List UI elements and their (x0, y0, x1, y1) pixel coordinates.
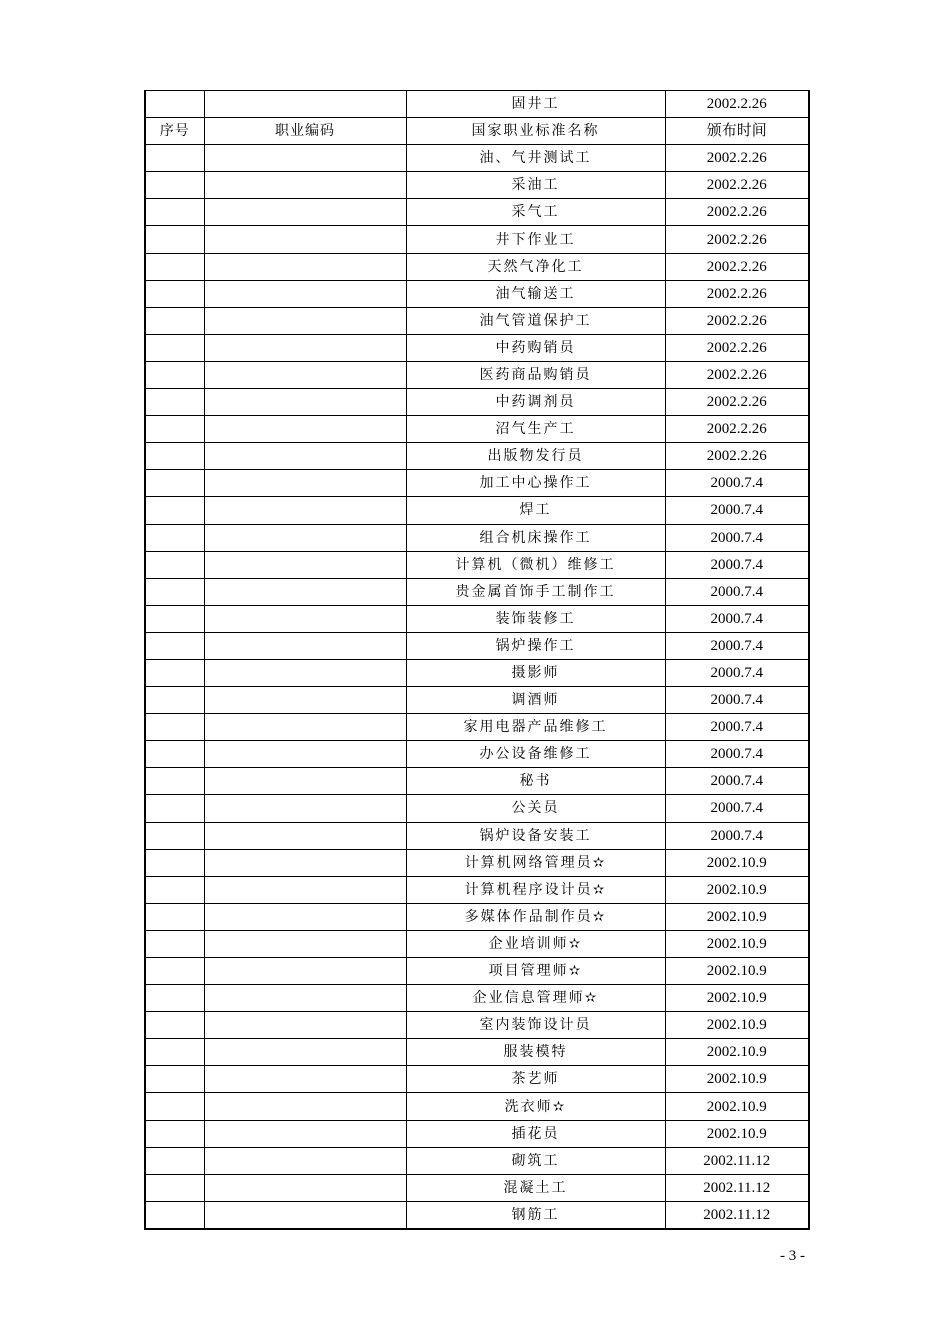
seq-cell (145, 605, 204, 632)
seq-cell (145, 741, 204, 768)
date-cell: 2002.2.26 (665, 307, 809, 334)
date-cell: 2000.7.4 (665, 524, 809, 551)
code-cell (204, 172, 406, 199)
seq-cell (145, 145, 204, 172)
table-row (145, 1093, 809, 1120)
seq-cell (145, 687, 204, 714)
table-row (145, 930, 809, 957)
name-cell: 企业信息管理师✫ (406, 985, 665, 1012)
code-cell (204, 551, 406, 578)
name-cell: 砌筑工 (406, 1147, 665, 1174)
name-cell: 医药商品购销员 (406, 361, 665, 388)
seq-cell (145, 470, 204, 497)
code-cell (204, 307, 406, 334)
code-cell (204, 145, 406, 172)
table-row (145, 389, 809, 416)
code-cell (204, 632, 406, 659)
code-cell (204, 443, 406, 470)
seq-cell (145, 930, 204, 957)
date-cell: 2002.2.26 (665, 280, 809, 307)
seq-cell (145, 524, 204, 551)
code-cell (204, 524, 406, 551)
table-row (145, 416, 809, 443)
table-row (145, 1039, 809, 1066)
table-row (145, 443, 809, 470)
code-cell (204, 985, 406, 1012)
date-cell: 2002.2.26 (665, 361, 809, 388)
code-cell (204, 226, 406, 253)
date-cell: 2002.10.9 (665, 903, 809, 930)
table-header-row (145, 118, 809, 145)
table-row (145, 1066, 809, 1093)
name-cell: 采气工 (406, 199, 665, 226)
seq-cell (145, 1120, 204, 1147)
name-cell: 油气输送工 (406, 280, 665, 307)
name-cell: 油气管道保护工 (406, 307, 665, 334)
date-cell: 2002.10.9 (665, 1012, 809, 1039)
name-cell: 中药调剂员 (406, 389, 665, 416)
seq-cell (145, 578, 204, 605)
seq-cell (145, 1039, 204, 1066)
code-cell (204, 1039, 406, 1066)
seq-cell (145, 551, 204, 578)
code-cell (204, 849, 406, 876)
code-cell (204, 1093, 406, 1120)
date-cell: 2000.7.4 (665, 659, 809, 686)
name-cell: 贵金属首饰手工制作工 (406, 578, 665, 605)
table-row (145, 687, 809, 714)
seq-cell (145, 253, 204, 280)
seq-cell (145, 172, 204, 199)
date-cell: 2002.11.12 (665, 1174, 809, 1201)
code-cell (204, 280, 406, 307)
name-cell: 锅炉操作工 (406, 632, 665, 659)
seq-cell (145, 280, 204, 307)
name-cell: 调酒师 (406, 687, 665, 714)
table-row (145, 741, 809, 768)
code-cell (204, 470, 406, 497)
code-cell (204, 497, 406, 524)
table-body (145, 91, 809, 1229)
date-cell: 2002.10.9 (665, 1120, 809, 1147)
name-cell: 中药购销员 (406, 334, 665, 361)
code-cell (204, 334, 406, 361)
table-row (145, 768, 809, 795)
name-cell: 办公设备维修工 (406, 741, 665, 768)
table-row (145, 795, 809, 822)
seq-cell (145, 1201, 204, 1229)
table-row (145, 91, 809, 118)
name-cell: 茶艺师 (406, 1066, 665, 1093)
code-cell (204, 1066, 406, 1093)
table-row (145, 524, 809, 551)
seq-cell (145, 768, 204, 795)
table-row (145, 903, 809, 930)
code-cell (204, 253, 406, 280)
seq-cell (145, 416, 204, 443)
date-cell: 2000.7.4 (665, 822, 809, 849)
name-cell: 计算机网络管理员✫ (406, 849, 665, 876)
table-row (145, 361, 809, 388)
table-row (145, 605, 809, 632)
seq-cell (145, 795, 204, 822)
date-cell: 2002.10.9 (665, 1066, 809, 1093)
date-cell: 2002.2.26 (665, 334, 809, 361)
table-row (145, 470, 809, 497)
date-cell: 2002.2.26 (665, 226, 809, 253)
date-cell: 2002.10.9 (665, 930, 809, 957)
seq-cell (145, 226, 204, 253)
code-cell (204, 876, 406, 903)
date-cell: 2002.2.26 (665, 145, 809, 172)
table-row (145, 1120, 809, 1147)
code-cell (204, 361, 406, 388)
date-cell: 2002.11.12 (665, 1147, 809, 1174)
date-cell: 2000.7.4 (665, 687, 809, 714)
date-cell: 2000.7.4 (665, 768, 809, 795)
name-cell: 计算机程序设计员✫ (406, 876, 665, 903)
name-cell: 加工中心操作工 (406, 470, 665, 497)
date-cell: 2002.10.9 (665, 958, 809, 985)
name-cell: 企业培训师✫ (406, 930, 665, 957)
name-cell: 钢筋工 (406, 1201, 665, 1229)
table-row (145, 876, 809, 903)
date-cell: 2002.2.26 (665, 416, 809, 443)
seq-cell (145, 822, 204, 849)
page-number: - 3 - (780, 1248, 805, 1264)
seq-cell (145, 632, 204, 659)
date-cell: 2000.7.4 (665, 714, 809, 741)
seq-cell (145, 361, 204, 388)
date-cell: 2000.7.4 (665, 605, 809, 632)
name-cell: 洗衣师✫ (406, 1093, 665, 1120)
code-cell (204, 578, 406, 605)
date-cell: 2000.7.4 (665, 551, 809, 578)
code-cell (204, 795, 406, 822)
code-cell (204, 1174, 406, 1201)
code-cell (204, 91, 406, 118)
table-row (145, 334, 809, 361)
code-cell (204, 714, 406, 741)
code-cell (204, 768, 406, 795)
seq-cell: 序号 (145, 118, 204, 145)
seq-cell (145, 1012, 204, 1039)
name-cell: 组合机床操作工 (406, 524, 665, 551)
code-cell (204, 930, 406, 957)
date-cell: 2000.7.4 (665, 497, 809, 524)
seq-cell (145, 389, 204, 416)
seq-cell (145, 1174, 204, 1201)
table-row (145, 1201, 809, 1229)
date-cell: 2000.7.4 (665, 741, 809, 768)
code-cell (204, 687, 406, 714)
seq-cell (145, 714, 204, 741)
table-row (145, 172, 809, 199)
seq-cell (145, 1147, 204, 1174)
table-row (145, 849, 809, 876)
table-row (145, 280, 809, 307)
name-cell: 家用电器产品维修工 (406, 714, 665, 741)
seq-cell (145, 876, 204, 903)
name-cell: 固井工 (406, 91, 665, 118)
name-cell: 秘书 (406, 768, 665, 795)
date-cell: 2002.2.26 (665, 253, 809, 280)
table-row (145, 659, 809, 686)
seq-cell (145, 91, 204, 118)
date-cell: 2002.11.12 (665, 1201, 809, 1229)
table-row (145, 958, 809, 985)
code-cell (204, 1201, 406, 1229)
table-row (145, 985, 809, 1012)
table-row (145, 307, 809, 334)
code-cell (204, 1120, 406, 1147)
date-cell: 2000.7.4 (665, 795, 809, 822)
table-row (145, 551, 809, 578)
name-cell: 锅炉设备安装工 (406, 822, 665, 849)
table-row (145, 226, 809, 253)
date-cell: 2000.7.4 (665, 632, 809, 659)
seq-cell (145, 443, 204, 470)
table-row (145, 632, 809, 659)
date-cell: 2002.10.9 (665, 1093, 809, 1120)
code-cell (204, 659, 406, 686)
code-cell (204, 389, 406, 416)
table-row (145, 1174, 809, 1201)
code-cell (204, 741, 406, 768)
date-cell: 2002.10.9 (665, 876, 809, 903)
table-row (145, 253, 809, 280)
seq-cell (145, 1066, 204, 1093)
name-cell: 室内装饰设计员 (406, 1012, 665, 1039)
date-cell: 2000.7.4 (665, 578, 809, 605)
name-cell: 焊工 (406, 497, 665, 524)
name-cell: 公关员 (406, 795, 665, 822)
name-cell: 摄影师 (406, 659, 665, 686)
seq-cell (145, 849, 204, 876)
name-cell: 天然气净化工 (406, 253, 665, 280)
name-cell: 插花员 (406, 1120, 665, 1147)
name-cell: 服装模特 (406, 1039, 665, 1066)
name-cell: 采油工 (406, 172, 665, 199)
name-cell: 井下作业工 (406, 226, 665, 253)
code-cell (204, 903, 406, 930)
name-cell: 计算机（微机）维修工 (406, 551, 665, 578)
name-cell: 油、气井测试工 (406, 145, 665, 172)
date-cell: 2000.7.4 (665, 470, 809, 497)
date-cell: 2002.2.26 (665, 389, 809, 416)
table-row (145, 497, 809, 524)
seq-cell (145, 985, 204, 1012)
name-cell: 出版物发行员 (406, 443, 665, 470)
date-cell: 2002.2.26 (665, 443, 809, 470)
table-row (145, 822, 809, 849)
code-cell (204, 199, 406, 226)
date-cell: 2002.10.9 (665, 1039, 809, 1066)
occupation-standards-table (144, 90, 810, 1230)
code-cell (204, 605, 406, 632)
table-row (145, 714, 809, 741)
name-cell: 沼气生产工 (406, 416, 665, 443)
code-cell (204, 822, 406, 849)
name-cell: 混凝土工 (406, 1174, 665, 1201)
seq-cell (145, 199, 204, 226)
seq-cell (145, 1093, 204, 1120)
date-cell: 2002.2.26 (665, 91, 809, 118)
name-cell: 多媒体作品制作员✫ (406, 903, 665, 930)
code-cell (204, 958, 406, 985)
date-cell: 颁布时间 (665, 118, 809, 145)
code-cell: 职业编码 (204, 118, 406, 145)
table-row (145, 578, 809, 605)
table-row (145, 1012, 809, 1039)
code-cell (204, 1012, 406, 1039)
seq-cell (145, 958, 204, 985)
seq-cell (145, 307, 204, 334)
date-cell: 2002.2.26 (665, 199, 809, 226)
name-cell: 装饰装修工 (406, 605, 665, 632)
date-cell: 2002.2.26 (665, 172, 809, 199)
seq-cell (145, 334, 204, 361)
seq-cell (145, 903, 204, 930)
table-row (145, 145, 809, 172)
table-row (145, 199, 809, 226)
code-cell (204, 1147, 406, 1174)
date-cell: 2002.10.9 (665, 985, 809, 1012)
date-cell: 2002.10.9 (665, 849, 809, 876)
seq-cell (145, 659, 204, 686)
name-cell: 项目管理师✫ (406, 958, 665, 985)
seq-cell (145, 497, 204, 524)
table-row (145, 1147, 809, 1174)
name-cell: 国家职业标准名称 (406, 118, 665, 145)
code-cell (204, 416, 406, 443)
